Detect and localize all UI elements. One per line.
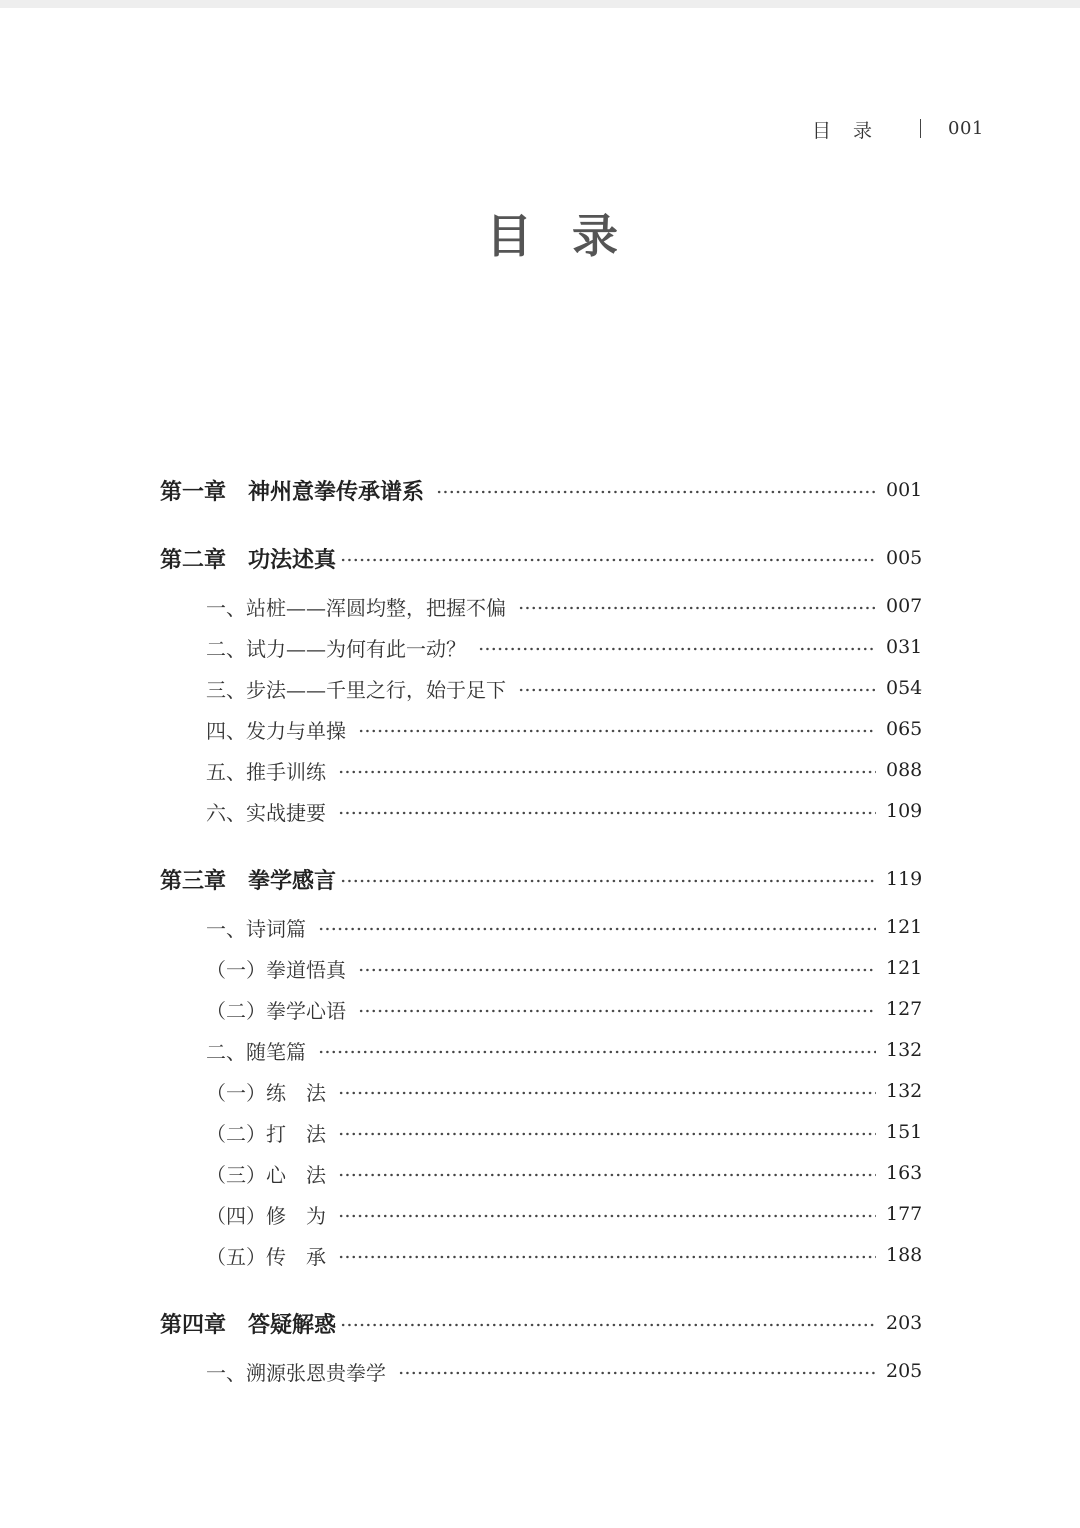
toc-entry-label: （三）心 法 [206, 1162, 326, 1187]
toc-entry-label: 一、站桩——浑圆均整，把握不偏 [206, 595, 506, 620]
toc-entry-label: 第三章 拳学感言 [160, 867, 337, 894]
toc-dot-leader [340, 879, 876, 883]
toc-entry-page: 205 [886, 1360, 923, 1382]
toc-dot-leader [358, 968, 876, 972]
toc-dot-leader [318, 927, 876, 931]
toc-entry-subsection[interactable] [206, 992, 923, 1026]
toc-entry-page: 127 [886, 998, 923, 1020]
toc-entry-page: 177 [886, 1203, 923, 1225]
toc-entry-subsection[interactable] [206, 1115, 923, 1149]
toc-entry-label: 一、溯源张恩贵拳学 [206, 1360, 386, 1385]
toc-entry-section[interactable] [206, 712, 923, 746]
toc-dot-leader [338, 1173, 876, 1177]
toc-dot-leader [338, 1091, 876, 1095]
toc-entry-section[interactable] [206, 1354, 923, 1388]
running-head-title: 目录 [812, 120, 895, 142]
toc-entry-page: 007 [886, 595, 923, 617]
toc-entry-section[interactable] [206, 910, 923, 944]
toc-dot-leader [340, 558, 876, 562]
toc-entry-chapter[interactable] [160, 541, 923, 575]
page-title-char-2: 录 [572, 209, 618, 263]
toc-entry-label: 三、步法——千里之行，始于足下 [206, 677, 506, 702]
toc-dot-leader [338, 770, 876, 774]
toc-entry-label: 第二章 功法述真 [160, 546, 337, 573]
toc-entry-page: 031 [886, 636, 923, 658]
toc-entry-label: （一）拳道悟真 [206, 957, 346, 982]
toc-entry-label: （二）打 法 [206, 1121, 326, 1146]
toc-entry-page: 203 [886, 1312, 923, 1334]
toc-entry-label: 六、实战捷要 [206, 800, 326, 825]
toc-entry-page: 109 [886, 800, 923, 822]
toc-dot-leader [338, 1255, 876, 1259]
toc-entry-label: 第四章 答疑解惑 [160, 1311, 337, 1338]
toc-entry-label: 第一章 神州意拳传承谱系 [160, 478, 425, 505]
toc-entry-chapter[interactable] [160, 1306, 923, 1340]
toc-entry-page: 188 [886, 1244, 923, 1266]
toc-entry-subsection[interactable] [206, 1238, 923, 1272]
toc-dot-leader [338, 1214, 876, 1218]
toc-entry-label: 二、随笔篇 [206, 1039, 306, 1064]
toc-entry-section[interactable] [206, 671, 923, 705]
toc-entry-page: 132 [886, 1039, 923, 1061]
toc-entry-label: 四、发力与单操 [206, 718, 346, 743]
toc-entry-page: 001 [886, 479, 923, 501]
toc-entry-page: 151 [886, 1121, 923, 1143]
toc-entry-label: （四）修 为 [206, 1203, 326, 1228]
toc-dot-leader [436, 490, 876, 494]
toc-dot-leader [318, 1050, 876, 1054]
toc-dot-leader [338, 1132, 876, 1136]
toc-entry-subsection[interactable] [206, 1197, 923, 1231]
toc-entry-page: 163 [886, 1162, 923, 1184]
toc-dot-leader [518, 606, 876, 610]
toc-entry-page: 119 [886, 868, 923, 890]
toc-dot-leader [358, 1009, 876, 1013]
toc-entry-label: （五）传 承 [206, 1244, 326, 1269]
toc-entry-subsection[interactable] [206, 1156, 923, 1190]
toc-entry-page: 005 [886, 547, 923, 569]
toc-entry-subsection[interactable] [206, 1074, 923, 1108]
toc-entry-chapter[interactable] [160, 473, 923, 507]
toc-entry-label: 二、试力——为何有此一动？ [206, 636, 466, 661]
toc-entry-section[interactable] [206, 589, 923, 623]
toc-entry-section[interactable] [206, 753, 923, 787]
toc-dot-leader [478, 647, 876, 651]
toc-entry-section[interactable] [206, 794, 923, 828]
toc-entry-page: 054 [886, 677, 923, 699]
toc-entry-subsection[interactable] [206, 951, 923, 985]
running-head-page-number: 001 [948, 118, 984, 139]
toc-entry-label: 一、诗词篇 [206, 916, 306, 941]
toc-dot-leader [358, 729, 876, 733]
toc-entry-page: 121 [886, 957, 923, 979]
toc-entry-section[interactable] [206, 630, 923, 664]
toc-dot-leader [398, 1371, 876, 1375]
toc-entry-page: 121 [886, 916, 923, 938]
toc-entry-chapter[interactable] [160, 862, 923, 896]
toc-dot-leader [340, 1323, 876, 1327]
toc-dot-leader [518, 688, 876, 692]
page-title-char-1: 目 [486, 209, 532, 263]
toc-dot-leader [338, 811, 876, 815]
toc-entry-label: （一）练 法 [206, 1080, 326, 1105]
toc-entry-label: 五、推手训练 [206, 759, 326, 784]
toc-entry-label: （二）拳学心语 [206, 998, 346, 1023]
toc-entry-page: 065 [886, 718, 923, 740]
toc-entry-page: 088 [886, 759, 923, 781]
toc-entry-section[interactable] [206, 1033, 923, 1067]
toc-entry-page: 132 [886, 1080, 923, 1102]
